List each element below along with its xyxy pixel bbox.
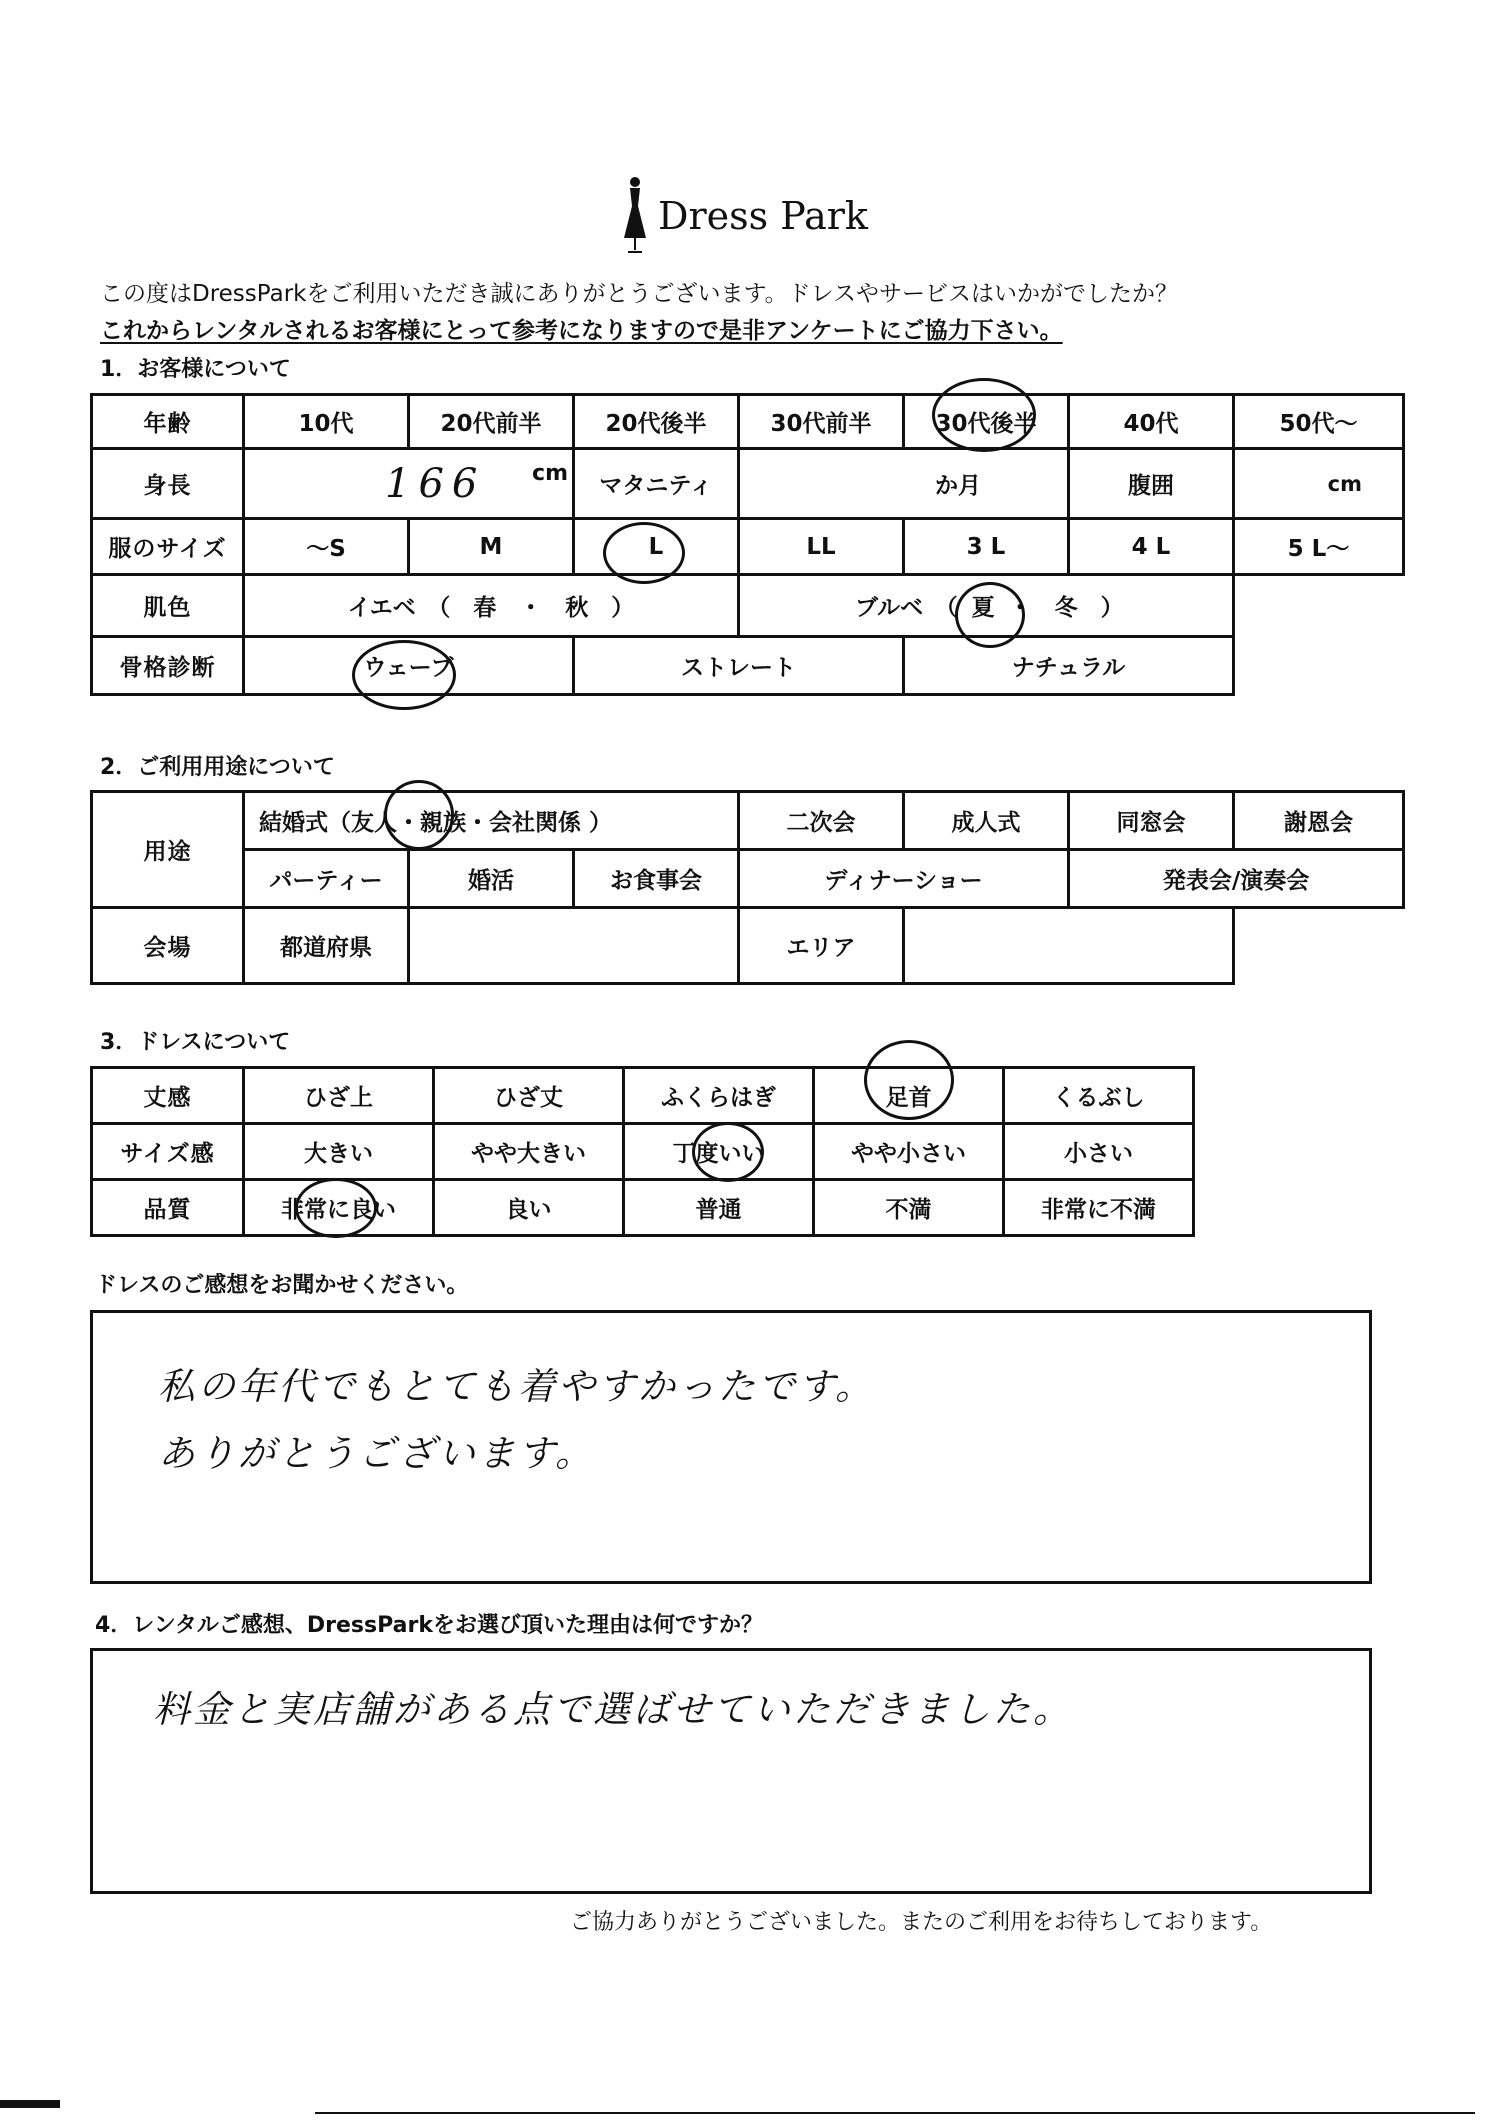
- dress-icon: [620, 176, 650, 256]
- skin-yellow[interactable]: イエベ （ 春 ・ 秋 ）: [244, 575, 739, 637]
- usage-option[interactable]: お食事会: [574, 850, 739, 908]
- length-label: 丈感: [92, 1068, 244, 1124]
- length-option[interactable]: ひざ上: [244, 1068, 434, 1124]
- impression-line-1: 私の年代でもとても着やすかったです。: [158, 1365, 876, 1408]
- age-option[interactable]: 40代: [1069, 395, 1234, 449]
- empty-cell: [1234, 637, 1404, 695]
- height-field[interactable]: [244, 449, 574, 519]
- month-unit: か月: [935, 473, 981, 499]
- section3-title: 3．ドレスについて: [100, 1030, 291, 1055]
- skin-blue-prefix: ブルベ （: [855, 595, 958, 621]
- selection-circle: [603, 522, 685, 584]
- skin-label: 肌色: [92, 575, 244, 637]
- quality-option[interactable]: 良い: [434, 1180, 624, 1236]
- reason-answer: 料金と実店舗がある点で選ばせていただきました。: [153, 1688, 1073, 1731]
- age-label: 年齢: [92, 395, 244, 449]
- quality-label: 品質: [92, 1180, 244, 1236]
- impression-line-2: ありがとうございます。: [158, 1432, 596, 1475]
- size-option[interactable]: LL: [739, 519, 904, 575]
- usage-row-1: [92, 792, 1404, 850]
- usage-option[interactable]: 成人式: [904, 792, 1069, 850]
- bottom-line: [315, 2112, 1475, 2114]
- selection-circle: [384, 780, 454, 850]
- selection-circle: [955, 582, 1025, 648]
- height-unit: cm: [532, 460, 568, 486]
- venue-row: [92, 908, 1404, 984]
- wedding-suffix: ・親族・会社関係 ）: [397, 810, 613, 836]
- skin-summer: 夏: [971, 595, 995, 621]
- wedding-prefix: 結婚式（: [259, 810, 351, 836]
- skin-blue-suffix: ・ 冬 ）: [1008, 595, 1124, 621]
- selection-circle: [692, 1122, 764, 1182]
- area-field[interactable]: [904, 908, 1234, 984]
- fit-option-selected[interactable]: 丁度いい: [624, 1124, 814, 1180]
- usage-option[interactable]: 同窓会: [1069, 792, 1234, 850]
- waist-label: 腹囲: [1069, 449, 1234, 519]
- usage-option[interactable]: パーティー: [244, 850, 409, 908]
- footer-thanks: ご協力ありがとうございました。またのご利用をお待ちしております。: [570, 1910, 1273, 1935]
- age-option[interactable]: 50代～: [1234, 395, 1404, 449]
- section1-title: 1．お客様について: [100, 357, 291, 382]
- purpose-label: 用途: [92, 792, 244, 908]
- selection-circle: [352, 640, 456, 710]
- frame-row: [92, 637, 1404, 695]
- size-option[interactable]: 4 L: [1069, 519, 1234, 575]
- quality-option[interactable]: 非常に不満: [1004, 1180, 1194, 1236]
- age-option[interactable]: 10代: [244, 395, 409, 449]
- length-row: [92, 1068, 1194, 1124]
- intro-line-1: この度はDressParkをご利用いただき誠にありがとうございます。ドレスやサービスはいかがでしたか？: [100, 281, 1178, 307]
- maternity-label: マタニティ: [574, 449, 739, 519]
- height-label: 身長: [92, 449, 244, 519]
- waist-field[interactable]: [1234, 449, 1404, 519]
- quality-option[interactable]: 普通: [624, 1180, 814, 1236]
- venue-label: 会場: [92, 908, 244, 984]
- quality-row: [92, 1180, 1194, 1236]
- usage-option[interactable]: 謝恩会: [1234, 792, 1404, 850]
- wedding-option[interactable]: [244, 792, 739, 850]
- size-option-selected[interactable]: L: [574, 519, 739, 575]
- size-option[interactable]: ～S: [244, 519, 409, 575]
- frame-label: 骨格診断: [92, 637, 244, 695]
- fit-option[interactable]: 小さい: [1004, 1124, 1194, 1180]
- usage-option[interactable]: ディナーショー: [739, 850, 1069, 908]
- size-option[interactable]: 5 L～: [1234, 519, 1404, 575]
- frame-option[interactable]: ストレート: [574, 637, 904, 695]
- frame-option[interactable]: ナチュラル: [904, 637, 1234, 695]
- length-option[interactable]: ふくらはぎ: [624, 1068, 814, 1124]
- selection-circle: [864, 1040, 954, 1120]
- wedding-friend: 友人: [351, 810, 397, 836]
- length-option-selected[interactable]: 足首: [814, 1068, 1004, 1124]
- fit-row: [92, 1124, 1194, 1180]
- size-row: [92, 519, 1404, 575]
- scan-mark: [0, 2100, 60, 2108]
- dresspark-logo: [620, 176, 868, 256]
- size-option[interactable]: M: [409, 519, 574, 575]
- selection-circle: [295, 1178, 377, 1238]
- usage-option[interactable]: 発表会/演奏会: [1069, 850, 1404, 908]
- age-option-selected[interactable]: 30代後半: [904, 395, 1069, 449]
- age-option[interactable]: 20代前半: [409, 395, 574, 449]
- prefecture-field[interactable]: [409, 908, 739, 984]
- reason-textarea[interactable]: [90, 1648, 1372, 1894]
- size-label: 服のサイズ: [92, 519, 244, 575]
- age-row: [92, 395, 1404, 449]
- frame-option-selected[interactable]: ウェーブ: [244, 637, 574, 695]
- fit-option[interactable]: 大きい: [244, 1124, 434, 1180]
- dress-table: [90, 1066, 1195, 1237]
- prefecture-label: 都道府県: [244, 908, 409, 984]
- brand-name: Dress Park: [658, 194, 868, 238]
- usage-option[interactable]: 婚活: [409, 850, 574, 908]
- quality-option-selected[interactable]: 非常に良い: [244, 1180, 434, 1236]
- area-label: エリア: [739, 908, 904, 984]
- impression-title: ドレスのご感想をお聞かせください。: [95, 1273, 469, 1298]
- empty-cell: [1234, 908, 1404, 984]
- maternity-field[interactable]: [739, 449, 1069, 519]
- length-option[interactable]: くるぶし: [1004, 1068, 1194, 1124]
- age-option[interactable]: 30代前半: [739, 395, 904, 449]
- selection-circle: [932, 378, 1036, 452]
- fit-option[interactable]: やや大きい: [434, 1124, 624, 1180]
- skin-row: [92, 575, 1404, 637]
- size-option[interactable]: 3 L: [904, 519, 1069, 575]
- length-option[interactable]: ひざ丈: [434, 1068, 624, 1124]
- usage-option[interactable]: 二次会: [739, 792, 904, 850]
- usage-row-2: [92, 850, 1404, 908]
- intro-line-2: これからレンタルされるお客様にとって参考になりますので是非アンケートにご協力下さい。: [100, 318, 1063, 344]
- section2-title: 2．ご利用用途について: [100, 755, 335, 780]
- height-value: 166: [385, 460, 486, 507]
- fit-option[interactable]: やや小さい: [814, 1124, 1004, 1180]
- fit-label: サイズ感: [92, 1124, 244, 1180]
- waist-unit: cm: [1327, 471, 1362, 496]
- quality-option[interactable]: 不満: [814, 1180, 1004, 1236]
- height-row: [92, 449, 1404, 519]
- empty-cell: [1234, 575, 1404, 637]
- impression-textarea[interactable]: [90, 1310, 1372, 1584]
- customer-info-table: [90, 393, 1405, 696]
- age-option[interactable]: 20代後半: [574, 395, 739, 449]
- section4-title: 4．レンタルご感想、DressParkをお選び頂いた理由は何ですか？: [95, 1613, 763, 1638]
- usage-table: [90, 790, 1405, 985]
